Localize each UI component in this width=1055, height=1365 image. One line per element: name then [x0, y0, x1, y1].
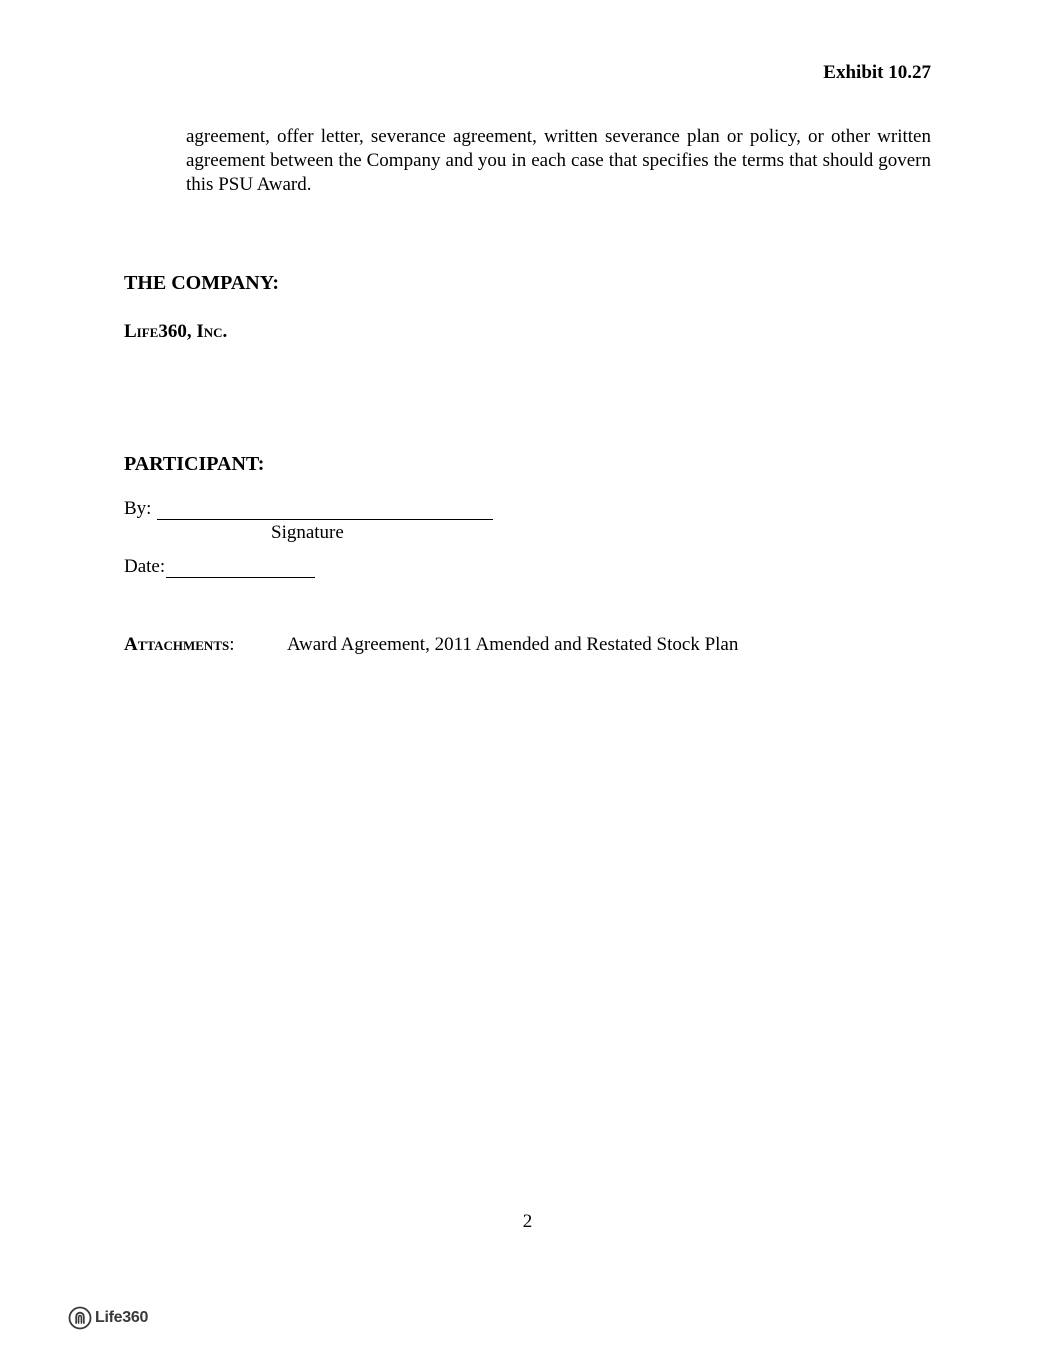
by-label: By:	[124, 498, 152, 519]
date-line-row	[124, 556, 315, 578]
signature-blank-line	[157, 499, 493, 520]
date-label: Date:	[124, 556, 166, 577]
attachments-label-text: Attachments	[124, 634, 230, 655]
footer-logo	[68, 1306, 148, 1330]
exhibit-number: Exhibit 10.27	[823, 62, 931, 83]
attachments-colon: :	[229, 634, 235, 655]
signature-line-row	[124, 498, 493, 520]
participant-heading: PARTICIPANT:	[124, 453, 265, 475]
company-name: Life360, Inc.	[124, 321, 228, 342]
logo-text: Life360	[95, 1309, 149, 1326]
signature-caption: Signature	[271, 522, 344, 543]
body-paragraph: agreement, offer letter, severance agreement, written severance plan or policy, or other written agreement between the Company and you in each case that specifies the terms that should govern this PSU Award.	[186, 126, 931, 195]
attachments-text: Award Agreement, 2011 Amended and Restated Stock Plan	[287, 634, 739, 655]
life360-logo-icon	[68, 1306, 92, 1330]
page-number: 2	[522, 1211, 533, 1232]
attachments-label	[124, 634, 235, 656]
company-heading: THE COMPANY:	[124, 272, 279, 294]
date-blank-line	[166, 557, 315, 578]
